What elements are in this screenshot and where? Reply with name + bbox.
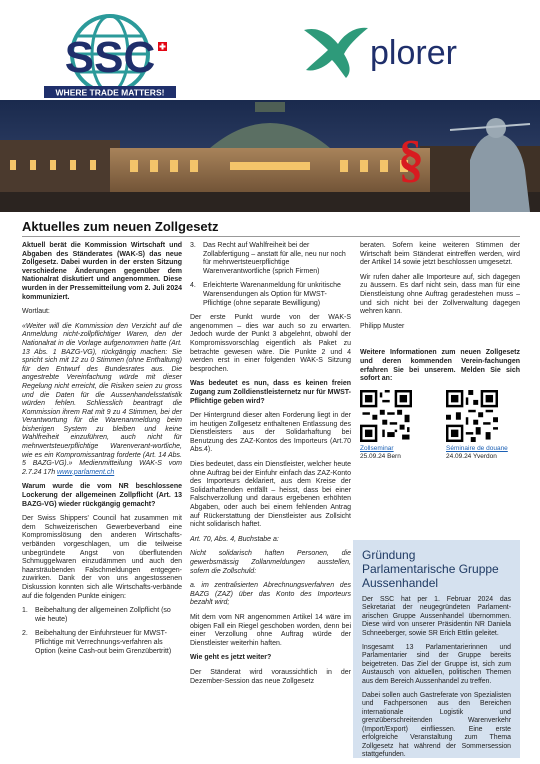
list-item-number: 3. <box>190 242 196 249</box>
svg-text:§: § <box>398 131 424 188</box>
info-callout: Weitere Informationen zum neuen Zollgesetz und deren kommenden Verein-fachungen erfahren Sie bei unserem. Melden Sie sich sofort an: <box>360 349 520 383</box>
law-text-2: a. im zentralisierten Abrechnungsverfahren des BAZG (ZAZ) über das Konto des Importeurs bezahlt wird; <box>190 582 351 607</box>
list-item <box>190 282 351 308</box>
list-item-text: Das Recht auf Wahlfreiheit bei der Zollabfertigung – anstatt für alle, neu nur noch für mehrwertsteuerpflichtige Warenverantwortliche (sprich Firmen) <box>203 242 346 275</box>
author-name: Philipp Muster <box>360 322 405 330</box>
title-divider <box>22 236 520 237</box>
parlament-link[interactable]: www.parlament.ch <box>57 468 115 476</box>
zollseminar-link[interactable]: Zollseminar <box>360 445 394 453</box>
press-quote-text: «Weiter will die Kommission den Verzicht auf die Anmeldung nicht-zollpflichtiger Waren, den der Nationalrat in die Vorlage aufgenommen hatte (Art. 13 Abs. 1 BAZG-VG), rückgängig machen: Sie spricht sich mit 12 zu 0 Stimmen (ohne Enthaltung) für den Entwurf des Bundesrates aus. Die angestrebte Vereinfachung würde mit dieser Regelung nicht erreicht, die Risiken seien zu gross und die Daten für die Aussenhandelsstatistik würden fehlen. Schliesslich beantragt die Kommission ihrem Rat mit 9 zu 4 Stimmen, bei der Verantwortung für die Warenanmeldung beim bisherigen System zu bleiben und keine Wahlfreiheit einzuführen, auch nicht für mehrwertsteuerpflichtige Warenverant-wortliche, wie es ein Kompromissantrag forderte (Art. 14 Abs. 5 BAZG-VG).» Medienmitteilung WAK-S vom 2.7.24 17h <box>22 322 182 476</box>
question-heading-3: Wie geht es jetzt weiter? <box>190 654 272 662</box>
article-lead: Aktuell berät die Kommission Wirtschaft und Abgaben des Ständerates (WAK-S) das neue Zollgesetz. Dabei wurden in der ersten Sitzung verschiedene Änderungen gegenüber dem Nationalrat diskutiert und angenommen. Diese wurden in der Pressemitteilung vom 2. Juli 2024 kommuniziert. <box>22 242 182 301</box>
list-item-text: Erleichterte Warenanmeldung für unkritische Warensendungen als Option für MWST-Pflichtige (ohne separate Bewilligung) <box>203 282 341 307</box>
list-item <box>22 630 182 656</box>
points-list-2 <box>190 242 351 308</box>
col2-paragraph-3: Dies bedeutet, dass ein Dienstleister, welcher heute ohne Auftrag bei der Einfuhr einfach das ZAZ-Konto des Importeurs deklariert, aus dem Kreise der Solidarhaftenden entfällt – heisst, dass bei einer Falschverzollung und daraus ergebenen erhöhten Abgaben, oder auch bei einem fehlenden Antrag auf Rückerstattung der Dienstleister aus Zollsicht nicht solidarisch haftet. <box>190 461 351 529</box>
box-paragraph-1: Der SSC hat per 1. Februar 2024 das Sekretariat der neugegründeten Parlament-arischen Gruppe Aussenhandel übernommen. Diese wird von unserer Präsidentin NR Daniela Schneeberger, sowie SR Erich Ettlin geleitet. <box>362 596 511 637</box>
col3-paragraph-2: Wir rufen daher alle Importeure auf, sich dagegen zu äussern. Es darf nicht sein, dass man für eine Dienstleistung ohne Auftrag geradestehen muss – und sich nicht bei der Zollverwaltung dagegen wehren kann. <box>360 273 520 316</box>
col3-paragraph-1: beraten. Sofern keine weiteren Stimmen der Wirtschaft beim Ständerat eintreffen werden, wird der Artikel 14 sowie jetzt beschlossen umgesetzt. <box>360 242 520 267</box>
box-paragraph-2: Insgesamt 13 Parlamentarierinnen und Parlamentarier sind der Gruppe bereits beigetreten. Das Ziel der Gruppe ist, sich zum Austausch von aktuellen, politischen Themen aus dem Bereich Aussenhandel zu treffen. <box>362 644 511 685</box>
article-column-3 <box>360 242 520 461</box>
qr-code-icon[interactable] <box>446 390 498 442</box>
col2-paragraph-1: Der erste Punkt wurde von der WAK-S angenommen – dies war auch so zu erwarten. Jedoch wurde der Punkt 3 abgelehnt, obwohl der Kompromissvorschlag eigentlich als Paket zu betrachte gewesen wäre. Die Punkte 2 und 4 werden erst in einer folgenden WAK-S Sitzung besprochen. <box>190 314 351 373</box>
question-heading-1: Warum wurde die vom NR beschlossene Lockerung der allgemeinen Zollpflicht (Art. 13 BAZG-VG) wieder rückgängig gemacht? <box>22 483 182 508</box>
points-list-1 <box>22 607 182 656</box>
parliamentary-group-box <box>353 540 520 758</box>
law-text-1: Nicht solidarisch haften Personen, die gewerbsmässig Zollanmeldungen ausstellen, sofern die Zollschuld: <box>190 550 351 575</box>
press-quote <box>22 323 182 478</box>
page-header <box>0 0 540 105</box>
list-item-number: 4. <box>190 282 196 290</box>
list-item-number: 1. <box>22 607 28 615</box>
list-item <box>22 607 182 624</box>
list-item <box>190 242 351 276</box>
ssc-tagline: WHERE TRADE MATTERS! <box>55 87 165 98</box>
col1-body: Der Swiss Shippers' Council hat zusammen mit dem Schweizerischen Gewerbeverband eine Kompromisslösung den anderen Wirtschafts-verbänden vorgeschlagen, um die teilweise unbegründete Angst von überflutenden Schmuggelwaren einzudämmen und auch den haarsträubenden Falschmeldungen entgegen-zuwirken. Dank der von uns angestossenen Diskussion konnten sich alle Wirtschafts-verbände auf die folgenden Punkte einigen: <box>22 515 182 600</box>
ssc-logo-text: SSC <box>64 33 156 82</box>
ssc-logo <box>40 12 180 102</box>
qr-block-zollseminar <box>360 390 434 462</box>
seminaire-date: 24.09.24 Yverdon <box>446 453 497 461</box>
law-reference: Art. 70, Abs. 4, Buchstabe a: <box>190 535 279 543</box>
list-item-text: Beibehaltung der Einfuhrsteuer für MWST-Pflichtige mit Verrechnungs-verfahren als Option (keine Cash-out beim Grenzübertritt) <box>35 630 172 655</box>
col2-paragraph-5: Der Ständerat wird voraussichtlich in der Dezember-Session das neue Zollgesetz <box>190 668 351 685</box>
xplorer-logo <box>300 20 470 80</box>
list-item-number: 2. <box>22 630 28 638</box>
article-column-2 <box>190 242 351 692</box>
article-title: Aktuelles zum neuen Zollgesetz <box>22 219 219 234</box>
box-paragraph-3: Dabei sollen auch Gastreferate von Spezialisten und Fachpersonen aus den Bereichen internationale Logistik und grenzüberschreitenden Warenverkehr (Import/Export) einfliessen. Eine erste erfolgreiche Veranstaltung zum Thema Zollgesetz hat während der Sommersession stattgefunden. <box>362 692 511 758</box>
hero-image-federal-palace <box>0 100 540 212</box>
xplorer-logo-text: plorer <box>370 34 457 72</box>
qr-code-icon[interactable] <box>360 390 412 442</box>
article-column-1 <box>22 242 182 662</box>
col2-paragraph-4: Mit dem vom NR angenommen Artikel 14 wäre im obigen Fall ein Riegel geschoben worden, denn bei einer Verzollung ohne Auftrag würde der Dienstleister weiterhin haften. <box>190 613 351 647</box>
zollseminar-date: 25.09.24 Bern <box>360 453 401 461</box>
wortlaut-label: Wortlaut: <box>22 308 50 316</box>
box-title: Gründung Parlamentarische Gruppe Aussenhandel <box>362 548 499 590</box>
qr-block-seminaire <box>446 390 520 462</box>
qr-code-row <box>360 390 520 462</box>
list-item-text: Beibehaltung der allgemeinen Zollpflicht (so wie heute) <box>35 607 171 623</box>
col2-paragraph-2: Der Hintergrund dieser alten Forderung liegt in der im heutigen Zollgesetz enthaltenen Entlassung des Dienstleisters aus der Solidarhaftung bei Benutzung des ZAZ-Kontos des Importeurs (Art.70 Abs.4). <box>190 412 351 454</box>
question-heading-2: Was bedeutet es nun, dass es keinen freien Zugang zum Zolldienstleisternetz nur für MWST-Pflichtige geben wird? <box>190 380 351 405</box>
seminaire-link[interactable]: Séminaire de douane <box>446 445 508 453</box>
